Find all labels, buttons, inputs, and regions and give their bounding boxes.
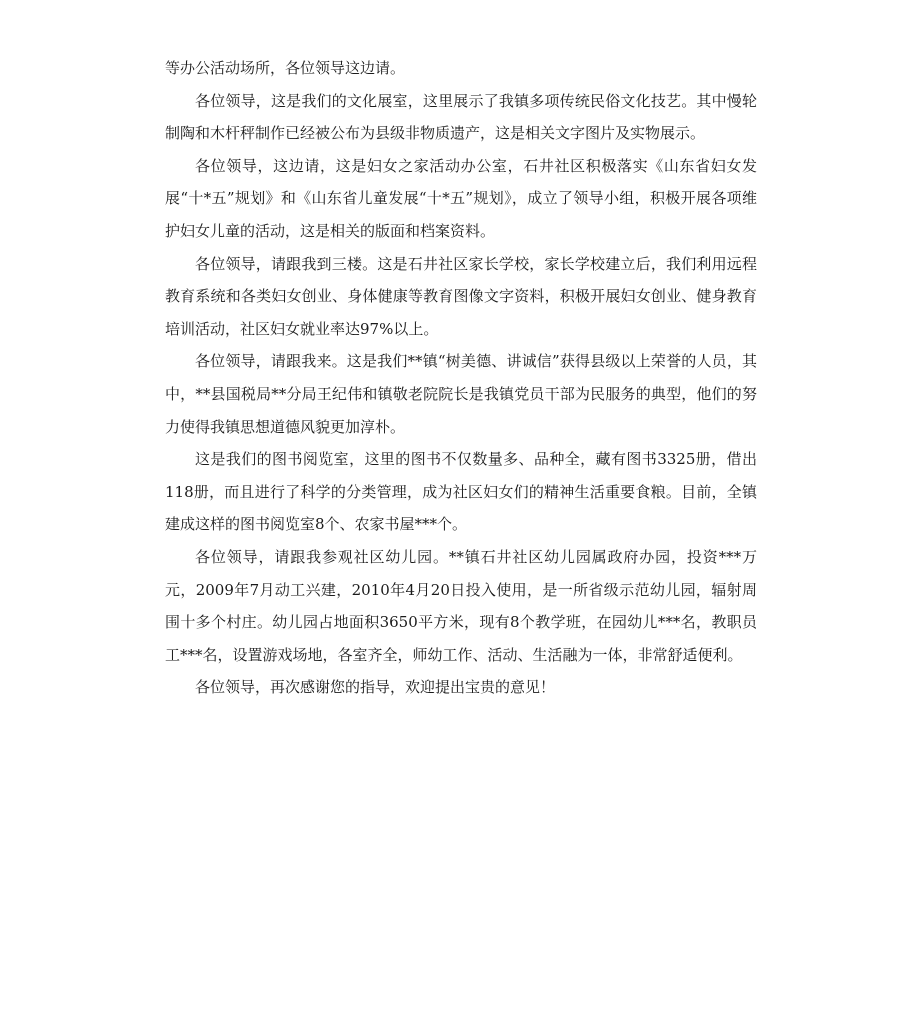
paragraph-kindergarten: 各位领导，请跟我参观社区幼儿园。**镇石井社区幼儿园属政府办园，投资***万元，2009年7月动工兴建，2010年4月20日投入使用，是一所省级示范幼儿园，辐射周围十多个村庄。幼儿园占地面积3650平方米，现有8个教学班，在园幼儿***名，教职员工***名，设置游戏场地，各室齐全，师幼工作、活动、生活融为一体，非常舒适便利。 — [165, 547, 757, 664]
paragraph-reading-room: 这是我们的图书阅览室，这里的图书不仅数量多、品种全，藏有图书3325册，借出118册，而且进行了科学的分类管理，成为社区妇女们的精神生活重要食粮。目前，全镇建成这样的图书阅览室8个、农家书屋***个。 — [165, 450, 757, 534]
document-body — [165, 52, 757, 704]
paragraph-women-home: 各位领导，这边请，这是妇女之家活动办公室，石井社区积极落实《山东省妇女发展“十*五”规划》和《山东省儿童发展“十*五”规划》，成立了领导小组，积极开展各项维护妇女儿童的活动，这是相关的版面和档案资料。 — [165, 156, 757, 240]
paragraph-continuation: 等办公活动场所，各位领导这边请。 — [165, 59, 406, 77]
paragraph-culture-room: 各位领导，这是我们的文化展室，这里展示了我镇多项传统民俗文化技艺。其中慢轮制陶和木杆秤制作已经被公布为县级非物质遗产，这是相关文字图片及实物展示。 — [165, 91, 757, 143]
paragraph-closing: 各位领导，再次感谢您的指导，欢迎提出宝贵的意见！ — [195, 678, 556, 697]
paragraph-honor-people: 各位领导，请跟我来。这是我们**镇“树美德、讲诚信”获得县级以上荣誉的人员，其中，**县国税局**分局王纪伟和镇敬老院院长是我镇党员干部为民服务的典型，他们的努力使得我镇思想道德风貌更加淳朴。 — [165, 352, 757, 436]
paragraph-parent-school: 各位领导，请跟我到三楼。这是石井社区家长学校，家长学校建立后，我们利用远程教育系统和各类妇女创业、身体健康等教育图像文字资料，积极开展妇女创业、健身教育培训活动，社区妇女就业率达97%以上。 — [165, 254, 757, 338]
